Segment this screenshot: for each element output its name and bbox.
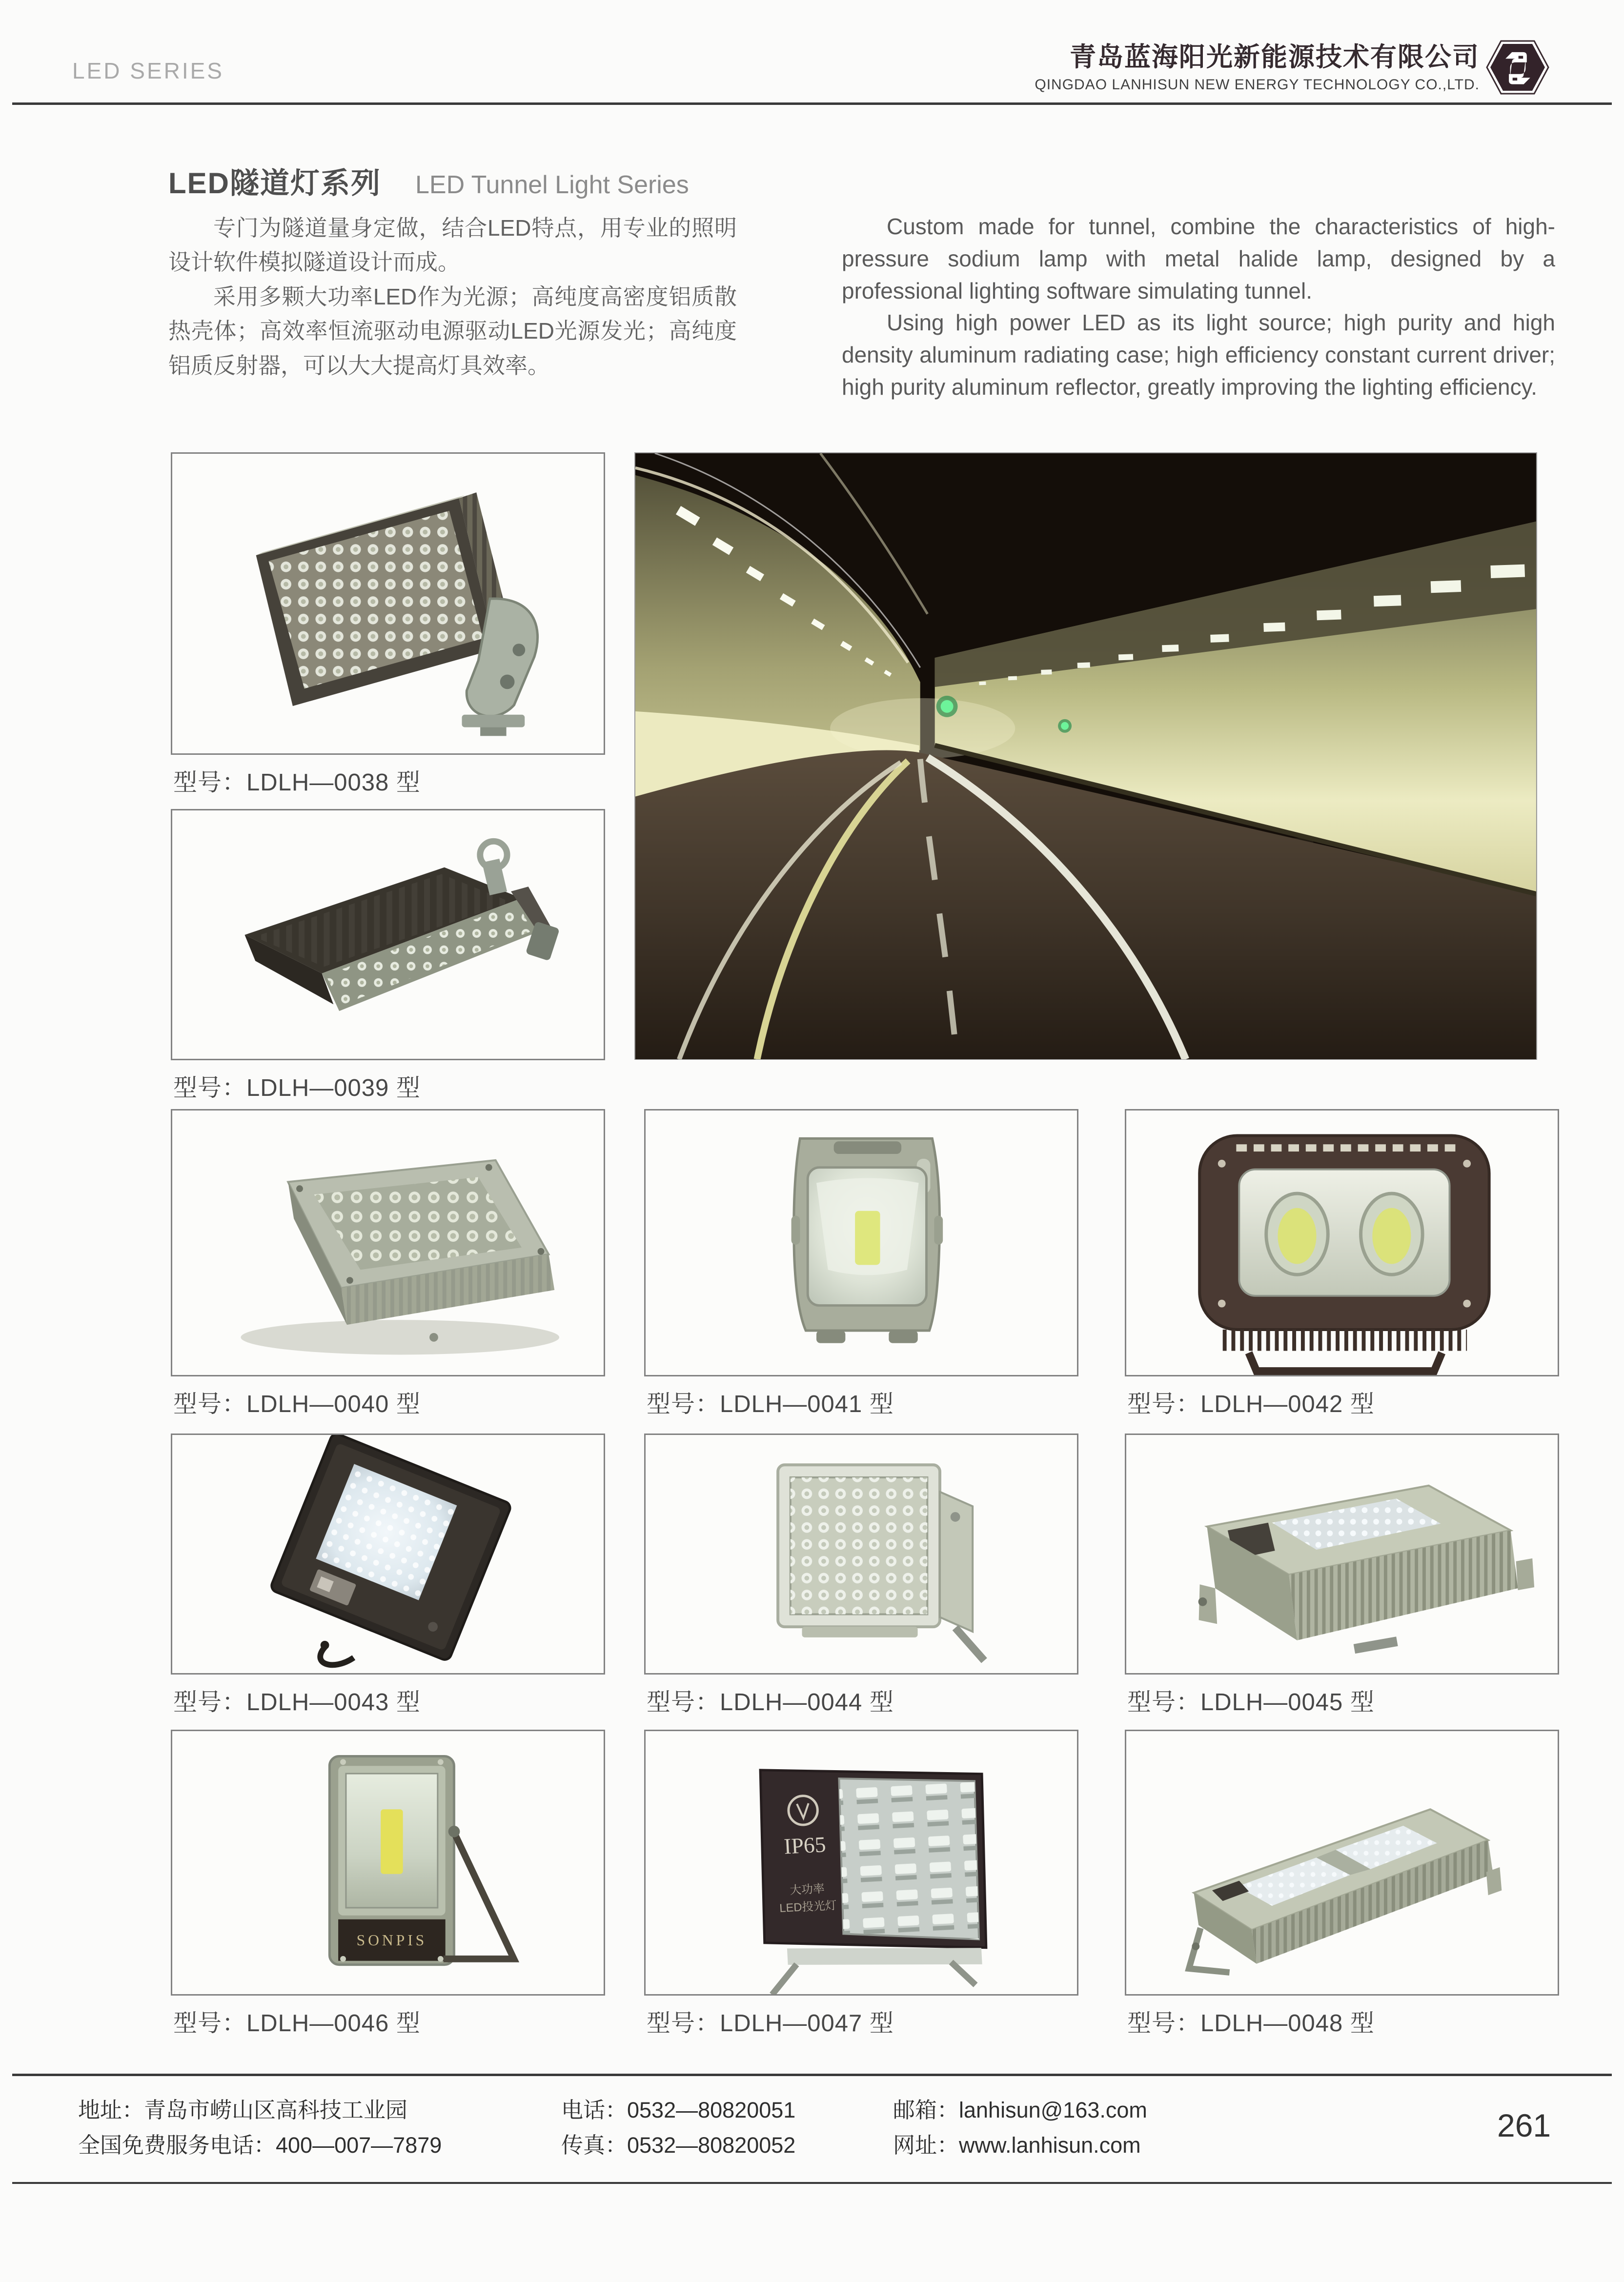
product-label-ldlh-0047: 型号：LDLH—0047 型 (647, 2010, 894, 2037)
footer-email: 邮箱：lanhisun@163.com (893, 2098, 1147, 2122)
product-box-ldlh-0043 (171, 1434, 605, 1675)
product-label-ldlh-0048: 型号：LDLH—0048 型 (1127, 2010, 1375, 2037)
product-image-ldlh-0039 (172, 810, 604, 1059)
series-label: LED SERIES (72, 58, 224, 83)
intro-cn-paragraph-1: 专门为隧道量身定做，结合LED特点，用专业的照明设计软件模拟隧道设计而成。 (168, 215, 737, 275)
footer-phone: 电话：0532—80820051 (561, 2098, 796, 2122)
page-number: 261 (1497, 2107, 1551, 2143)
product-label-ldlh-0046: 型号：LDLH—0046 型 (173, 2010, 421, 2037)
product-box-ldlh-0041 (644, 1109, 1078, 1376)
brand-text-sonpis: SONPIS (356, 1932, 427, 1949)
tunnel-photo (634, 452, 1537, 1060)
product-image-ldlh-0044 (646, 1435, 1077, 1673)
product-image-ldlh-0046 (172, 1731, 604, 1994)
product-box-ldlh-0047 (644, 1730, 1078, 1996)
company-name-cn: 青岛蓝海阳光新能源技术有限公司 (1070, 42, 1480, 72)
intro-en-paragraph-2: Using high power LED as its light source; high purity and high density aluminum radiating case; high efficiency constant current driver; high purity aluminum reflector, greatly improving the lighting efficiency. (842, 310, 1555, 400)
product-label-ldlh-0040: 型号：LDLH—0040 型 (173, 1391, 421, 1417)
product-label-ldlh-0041: 型号：LDLH—0041 型 (647, 1391, 894, 1417)
product-image-ldlh-0041 (646, 1111, 1077, 1375)
intro-cn-paragraph-2: 采用多颗大功率LED作为光源；高纯度高密度铝质散热壳体；高效率恒流驱动电源驱动LED光源发光；高纯度铝质反射器，可以大大提高灯具效率。 (168, 283, 737, 378)
ip65-subtext-2: LED投光灯 (779, 1899, 837, 1915)
product-label-ldlh-0038: 型号：LDLH—0038 型 (173, 769, 421, 796)
company-block (1035, 36, 1480, 93)
page-title-en: LED Tunnel Light Series (415, 171, 689, 199)
footer-hotline: 全国免费服务电话：400—007—7879 (78, 2133, 442, 2158)
product-label-ldlh-0045: 型号：LDLH—0045 型 (1127, 1689, 1375, 1716)
product-image-ldlh-0043 (172, 1435, 604, 1673)
intro-en-paragraph-1: Custom made for tunnel, combine the characteristics of high-pressure sodium lamp with metal halide lamp, designed by a professional lighting software simulating tunnel. (842, 214, 1555, 303)
footer-address: 地址：青岛市崂山区高科技工业园 (78, 2098, 408, 2122)
company-name-en: QINGDAO LANHISUN NEW ENERGY TECHNOLOGY CO.,LTD. (1035, 77, 1480, 93)
product-image-ldlh-0045 (1126, 1435, 1558, 1673)
product-label-ldlh-0039: 型号：LDLH—0039 型 (173, 1075, 421, 1101)
intro-text-en (842, 211, 1555, 404)
product-box-ldlh-0039 (171, 809, 605, 1060)
product-image-ldlh-0038 (172, 454, 604, 753)
ip65-text: IP65 (783, 1832, 827, 1859)
product-image-ldlh-0048 (1126, 1731, 1558, 1994)
product-box-ldlh-0045 (1125, 1434, 1559, 1675)
footer-fax: 传真：0532—80820052 (561, 2133, 796, 2158)
footer-divider-bottom (12, 2182, 1612, 2184)
product-box-ldlh-0042 (1125, 1109, 1559, 1376)
product-box-ldlh-0038 (171, 452, 605, 755)
company-logo-icon (1485, 38, 1550, 97)
product-label-ldlh-0044: 型号：LDLH—0044 型 (647, 1689, 894, 1716)
product-box-ldlh-0048 (1125, 1730, 1559, 1996)
product-label-ldlh-0042: 型号：LDLH—0042 型 (1127, 1391, 1375, 1417)
page-title (168, 160, 689, 202)
header-divider (12, 102, 1612, 105)
ip65-subtext-1: 大功率 (789, 1882, 825, 1898)
product-image-ldlh-0040 (172, 1111, 604, 1375)
page-title-cn: LED隧道灯系列 (168, 167, 381, 200)
product-image-ldlh-0047 (646, 1731, 1077, 1994)
product-box-ldlh-0040 (171, 1109, 605, 1376)
product-image-ldlh-0042 (1126, 1111, 1558, 1375)
product-box-ldlh-0044 (644, 1434, 1078, 1675)
product-box-ldlh-0046 (171, 1730, 605, 1996)
footer-divider-top (12, 2074, 1612, 2076)
product-label-ldlh-0043: 型号：LDLH—0043 型 (173, 1689, 421, 1716)
footer-website: 网址：www.lanhisun.com (893, 2133, 1141, 2158)
intro-text-cn (168, 211, 737, 383)
